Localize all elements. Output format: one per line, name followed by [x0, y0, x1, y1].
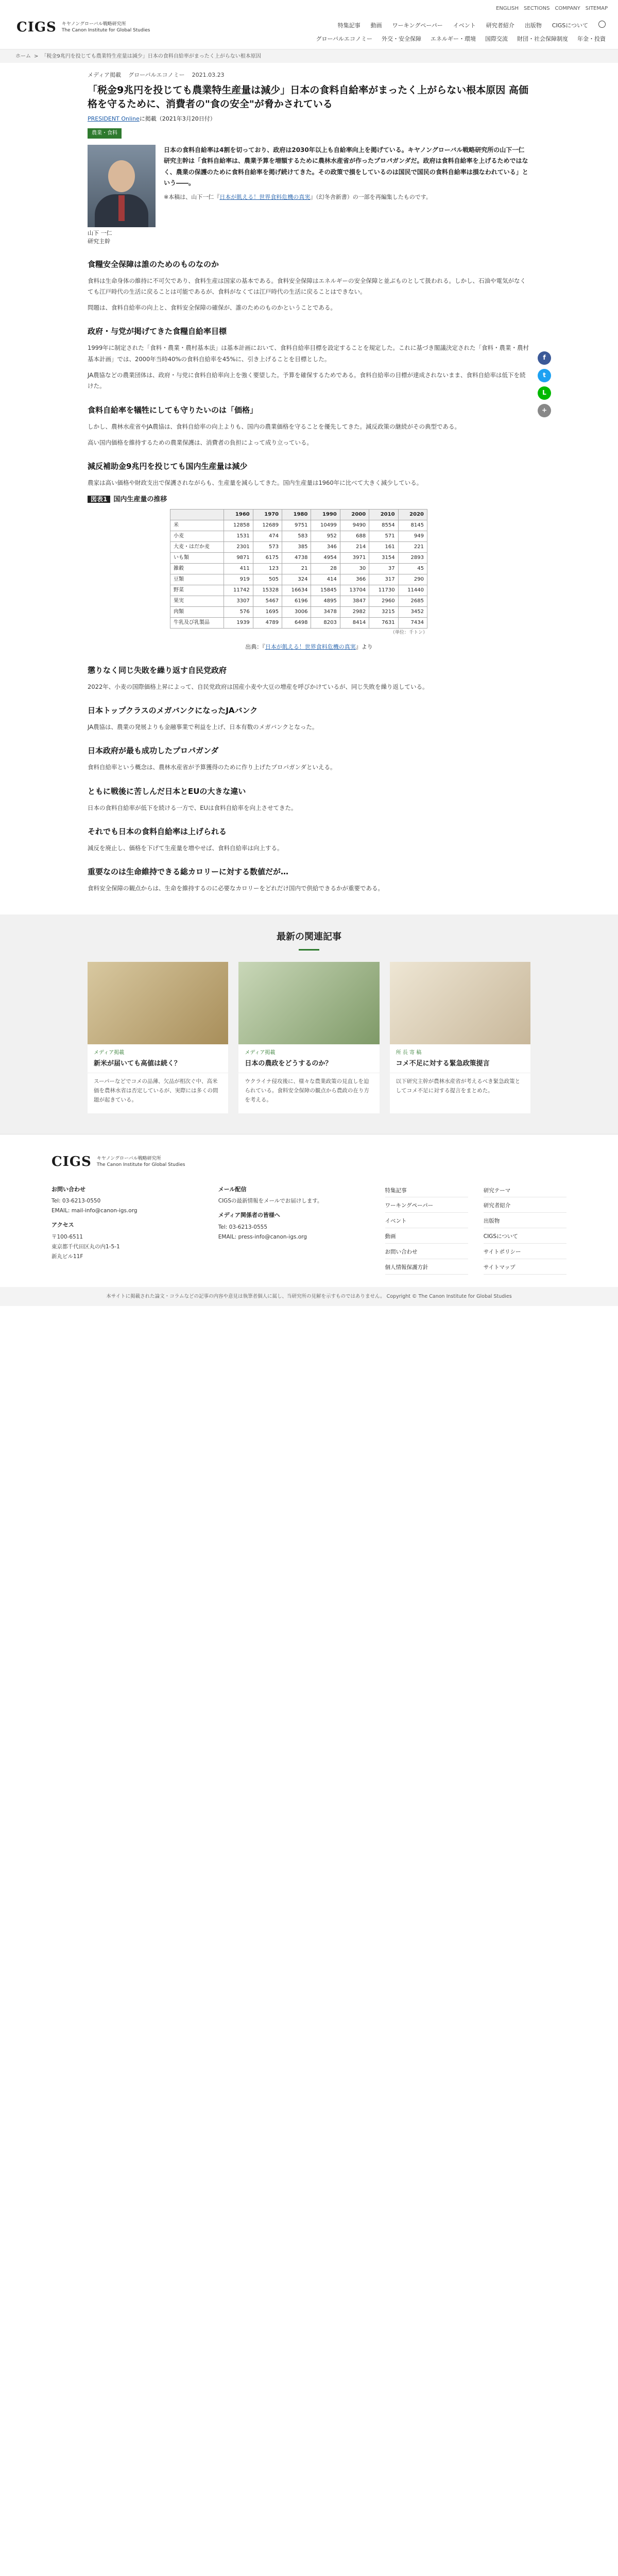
access-line: 新丸ビル11F — [52, 1253, 83, 1260]
topic-global-economy[interactable]: グローバルエコノミー — [316, 36, 372, 42]
section-1 — [88, 258, 530, 314]
breadcrumb — [0, 49, 618, 63]
table-cell: 21 — [282, 563, 311, 574]
table-cell: 2301 — [224, 541, 253, 552]
related-articles — [0, 914, 618, 1133]
table-cell: 346 — [311, 541, 340, 552]
nav-events[interactable]: イベント — [453, 22, 476, 29]
section-heading: 食糧安全保障は誰のためのものなのか — [88, 259, 219, 269]
note-prefix: ※本稿は、山下一仁『 — [164, 194, 220, 201]
section-heading: ともに戦後に苦しんだ日本とEUの大きな違い — [88, 786, 246, 796]
table-cell: 13704 — [340, 585, 369, 596]
table-cell: 11440 — [398, 585, 427, 596]
access-line: 〒100-6511 — [52, 1233, 83, 1240]
table-cell: 411 — [224, 563, 253, 574]
related-heading: 最新の関連記事 — [277, 931, 341, 943]
table-cell: 123 — [253, 563, 282, 574]
nav-about[interactable]: CIGSについて — [552, 22, 588, 29]
production-table — [170, 509, 427, 629]
paragraph: しかし、農林水産省やJA農協は、食料自給率の向上よりも、国内の農業価格を守ることを優先してきた。減反政策の継続がその典型である。 — [88, 422, 461, 430]
line-share-icon[interactable]: L — [538, 386, 551, 400]
table-cell: 583 — [282, 531, 311, 541]
table-cell: 214 — [340, 541, 369, 552]
table-cell: 4738 — [282, 552, 311, 563]
table-row-label: 雑穀 — [170, 563, 224, 574]
article-series: グローバルエコノミー — [128, 72, 185, 78]
article-note — [164, 192, 530, 202]
page-title: 「税金9兆円を投じても農業特生産量は減少」日本の食料自給率がまったく上がらない根本原因 高価格を守るために、消費者の"食の安全"が脅かされている — [88, 84, 528, 110]
section-heading: 食料自給率を犠牲にしても守りたいのは「価格」 — [88, 405, 258, 415]
table-cell: 8145 — [398, 520, 427, 531]
table-cell: 8414 — [340, 617, 369, 628]
section-4 — [88, 460, 530, 652]
access-line: 東京都千代田区丸の内1-5-1 — [52, 1243, 120, 1250]
table-cell: 414 — [311, 574, 340, 585]
caption-suffix: 』より — [355, 643, 373, 650]
table-cell: 3154 — [369, 552, 398, 563]
article-source — [88, 114, 530, 124]
card-text: ウクライナ侵攻後に、様々な農業政策の見直しを迫られている。食料安全保障の観点から農政の在り方を考える。 — [245, 1078, 369, 1103]
table-cell: 16634 — [282, 585, 311, 596]
table-cell: 11742 — [224, 585, 253, 596]
logo-mark: CIGS — [16, 20, 57, 35]
table-cell: 10499 — [311, 520, 340, 531]
more-share-icon[interactable]: + — [538, 404, 551, 417]
footer-links — [385, 1184, 567, 1275]
table-cell: 366 — [340, 574, 369, 585]
paragraph: 食料は生命身体の維持に不可欠であり、食料生産は国家の基本である。食料安全保障はエネルギーの安全保障と並ぶものとして扱われる。しかし、石油や電気がなくても江戸時代の生活に戻ることは可能であるが、食料がなくては江戸時代の生活に戻ることはできない。 — [88, 277, 526, 295]
table-cell: 9490 — [340, 520, 369, 531]
table-corner — [170, 509, 224, 520]
breadcrumb-sep: > — [34, 54, 39, 59]
related-underline — [299, 949, 319, 951]
section-heading: 日本トップクラスのメガバンクになったJAバンク — [88, 705, 258, 715]
section-8 — [88, 785, 530, 814]
footer-link[interactable]: CIGSについて — [484, 1230, 566, 1244]
top-link-company[interactable]: COMPANY — [555, 6, 580, 11]
table-cell: 4895 — [311, 596, 340, 606]
card-image — [88, 962, 228, 1044]
table-year-header: 1990 — [311, 509, 340, 520]
footer-logo-text — [97, 1156, 185, 1168]
author-photo-tie — [118, 195, 125, 221]
card-text: 以下研究主幹が農林水産省が考えるべき緊急政策としてコメ不足に対する提言をまとめた。 — [396, 1078, 521, 1094]
table-row — [170, 563, 427, 574]
table-row-label: いも類 — [170, 552, 224, 563]
search-icon[interactable] — [598, 21, 606, 28]
footer-link[interactable]: サイトポリシー — [484, 1246, 566, 1259]
footer-link[interactable]: ワーキングペーパー — [385, 1199, 468, 1213]
nav-features[interactable]: 特集記事 — [337, 22, 360, 29]
footer-logo-name-en: The Canon Institute for Global Studies — [96, 1162, 185, 1168]
paragraph: 減反を廃止し、価格を下げて生産量を増やせば、食料自給率は向上する。 — [88, 844, 283, 852]
table-cell: 3847 — [340, 596, 369, 606]
card-tag: メディア掲載 — [245, 1049, 276, 1056]
card-text: スーパーなどでコメの品薄、欠品が相次ぐ中、高米価を農林水省は否定しているが、実際には多くの問題が起きている。 — [94, 1078, 218, 1103]
table-year-header: 2000 — [340, 509, 369, 520]
paragraph: JA農協などの農業団体は、政府・与党に食料自給率向上を強く要望した。予算を確保するためである。食料自給率の目標が達成されないまま、食料自給率は低下を続けた。 — [88, 371, 526, 390]
source-suffix: に掲載（2021年3月20日付） — [139, 115, 216, 122]
contact-heading: お問い合わせ — [52, 1185, 85, 1193]
footer-link[interactable]: イベント — [385, 1215, 468, 1228]
footer-link[interactable]: お問い合わせ — [385, 1246, 468, 1259]
table-row — [170, 541, 427, 552]
table-cell: 15328 — [253, 585, 282, 596]
note-book-link[interactable]: 日本が飢える！世界食料危機の真実 — [219, 194, 311, 201]
footer-link[interactable]: 研究テーマ — [484, 1184, 566, 1198]
top-link-sitemap[interactable]: SITEMAP — [585, 6, 608, 11]
paragraph: 2022年、小麦の国際価格上昇によって、自民党政府は国産小麦や大豆の増産を呼びかけているが、同じ失敗を繰り返している。 — [88, 683, 428, 690]
section-heading: 政府・与党が掲げてきた食糧自給率目標 — [88, 327, 227, 336]
table-cell: 505 — [253, 574, 282, 585]
caption-prefix: 出典：『 — [245, 643, 265, 650]
intro-text — [164, 145, 530, 246]
footer-link[interactable]: 個人情報保護方針 — [385, 1261, 468, 1275]
twitter-share-icon[interactable]: t — [538, 369, 551, 382]
article-category: メディア掲載 — [88, 72, 122, 78]
source-link[interactable]: PRESIDENT Online — [88, 115, 140, 122]
top-links — [496, 4, 608, 13]
table-cell: 3307 — [224, 596, 253, 606]
table-row-label: 小麦 — [170, 531, 224, 541]
table-row-label: 果実 — [170, 596, 224, 606]
table-year-header: 1980 — [282, 509, 311, 520]
table-year-header: 1970 — [253, 509, 282, 520]
logo-text — [62, 21, 150, 34]
table-cell: 919 — [224, 574, 253, 585]
article-intro — [88, 145, 530, 246]
table-cell: 37 — [369, 563, 398, 574]
footer-link[interactable]: 出版物 — [484, 1215, 566, 1228]
author-photo-face — [108, 160, 135, 192]
footer-mail — [218, 1184, 370, 1275]
table-row-label: 肉類 — [170, 606, 224, 617]
footer-link[interactable]: 動画 — [385, 1230, 468, 1244]
table-cell: 6196 — [282, 596, 311, 606]
footer-link[interactable]: サイトマップ — [484, 1261, 566, 1275]
author-photo — [88, 145, 156, 227]
table-year-header: 2020 — [398, 509, 427, 520]
table-cell: 11730 — [369, 585, 398, 596]
mail-line: CIGSの最新情報をメールでお届けします。 — [218, 1198, 323, 1205]
table-cell: 1695 — [253, 606, 282, 617]
table-row-label: 野菜 — [170, 585, 224, 596]
footer-logo-name-jp: キヤノングローバル戦略研究所 — [96, 1156, 161, 1161]
footer-link[interactable]: 特集記事 — [385, 1184, 468, 1198]
article-meta — [88, 70, 530, 80]
table-row — [170, 552, 427, 563]
table-row — [170, 617, 427, 628]
author-box — [88, 145, 156, 246]
table-cell: 3006 — [282, 606, 311, 617]
paragraph: 農家は高い価格や財政支出で保護されながらも、生産量を減らしてきた。国内生産量は1960年に比べて大きく減少している。 — [88, 479, 423, 487]
production-figure — [88, 494, 530, 637]
section-heading: 重要なのは生命維持できる総カロリーに対する数値だが… — [88, 867, 289, 877]
paragraph: 問題は、食料自給率の向上と、食料安全保障の確保が、誰のためのものかということである。 — [88, 304, 336, 312]
section-10 — [88, 865, 530, 894]
table-cell: 45 — [398, 563, 427, 574]
section-heading: 減反補助金9兆円を投じても国内生産量は減少 — [88, 462, 248, 471]
table-body — [170, 520, 427, 628]
caption-book-link[interactable]: 日本が飢える！世界食料危機の真実 — [265, 643, 356, 650]
related-card[interactable] — [88, 962, 228, 1113]
table-cell: 576 — [224, 606, 253, 617]
table-cell: 317 — [369, 574, 398, 585]
table-row-label: 大麦・はだか麦 — [170, 541, 224, 552]
facebook-share-icon[interactable]: f — [538, 351, 551, 365]
section-heading: 懲りなく同じ失敗を繰り返す自民党政府 — [88, 665, 227, 675]
footer-columns — [52, 1184, 566, 1275]
related-card[interactable] — [238, 962, 379, 1113]
paragraph: 日本の食料自給率が低下を続ける一方で、EUは食料自給率を向上させてきた。 — [88, 804, 297, 811]
table-cell: 4954 — [311, 552, 340, 563]
table-row-label: 米 — [170, 520, 224, 531]
table-cell: 7434 — [398, 617, 427, 628]
topic-international[interactable]: 国際交流 — [485, 36, 508, 42]
media-email[interactable]: EMAIL: press-info@canon-igs.org — [218, 1233, 307, 1240]
table-cell: 12858 — [224, 520, 253, 531]
topic-nav — [316, 34, 606, 44]
nav-videos[interactable]: 動画 — [370, 22, 382, 29]
paragraph: 1999年に制定された「食料・農業・農村基本法」は基本計画において、食料自給率目標を設定することを規定した。これに基づき閣議決定された「食料・農業・農村基本計画」では、2000年当時40%の食料自給率を45%に、引き上げることを目標とした。 — [88, 344, 529, 363]
top-link-english[interactable]: ENGLISH — [496, 6, 519, 11]
site-logo[interactable] — [16, 15, 150, 40]
card-tag: メディア掲載 — [94, 1049, 125, 1056]
main-nav — [338, 21, 606, 31]
logo-name-jp: キヤノングローバル戦略研究所 — [61, 21, 126, 27]
copyright: 本サイトに掲載された論文・コラムなどの記事の内容や意見は執筆者個人に属し、当研究所の見解を示すものではありません。 Copyright © The Canon Institute for Global Studies — [0, 1287, 618, 1306]
table-cell: 28 — [311, 563, 340, 574]
table-cell: 12689 — [253, 520, 282, 531]
paragraph: 食料自給率という概念は、農林水産省が予算獲得のために作り上げたプロパガンダといえる。 — [88, 764, 336, 771]
table-cell: 30 — [340, 563, 369, 574]
table-cell: 8554 — [369, 520, 398, 531]
access-heading: アクセス — [52, 1222, 74, 1229]
table-cell: 8203 — [311, 617, 340, 628]
card-tag: 所 長 寄 稿 — [396, 1049, 422, 1056]
nav-working-papers[interactable]: ワーキングペーパー — [392, 22, 443, 29]
footer-logo[interactable] — [52, 1150, 566, 1174]
card-image — [390, 962, 530, 1044]
site-header — [0, 0, 618, 49]
breadcrumb-current: 「税金9兆円を投じても農業特生産量は減少」日本の食料自給率がまったく上がらない根本原因 — [41, 54, 261, 59]
section-5 — [88, 664, 530, 692]
section-6 — [88, 704, 530, 733]
article-date: 2021.03.23 — [192, 72, 225, 78]
table-cell: 2685 — [398, 596, 427, 606]
table-year-header: 2010 — [369, 509, 398, 520]
table-cell: 9871 — [224, 552, 253, 563]
author-name-block — [88, 229, 156, 246]
table-cell: 2960 — [369, 596, 398, 606]
table-row — [170, 606, 427, 617]
table-row — [170, 574, 427, 585]
nav-publications[interactable]: 出版物 — [524, 22, 542, 29]
table-cell: 9751 — [282, 520, 311, 531]
table-cell: 474 — [253, 531, 282, 541]
footer-logo-mark: CIGS — [52, 1154, 92, 1170]
table-cell: 952 — [311, 531, 340, 541]
table-cell: 573 — [253, 541, 282, 552]
table-cell: 7631 — [369, 617, 398, 628]
section-heading: 日本政府が最も成功したプロパガンダ — [88, 746, 219, 756]
table-cell: 3215 — [369, 606, 398, 617]
related-cards — [88, 962, 530, 1113]
paragraph: JA農協は、農業の発展よりも金融事業で利益を上げ、日本有数のメガバンクとなった。 — [88, 723, 318, 731]
topic-energy[interactable]: エネルギー・環境 — [431, 36, 476, 42]
section-9 — [88, 825, 530, 854]
logo-name-en: The Canon Institute for Global Studies — [61, 28, 150, 33]
table-year-header: 1960 — [224, 509, 253, 520]
paragraph: 高い国内価格を維持するための農業保護は、消費者の負担によって成り立っている。 — [88, 438, 313, 446]
card-title: 新米が届いても高値は続く？ — [88, 1058, 228, 1074]
media-heading: メディア関係者の皆様へ — [218, 1212, 280, 1219]
table-cell: 1939 — [224, 617, 253, 628]
nav-researchers[interactable]: 研究者紹介 — [486, 22, 514, 29]
figure-label: 図表1 — [88, 496, 110, 503]
table-cell: 6175 — [253, 552, 282, 563]
topic-diplomacy[interactable]: 外交・安全保障 — [382, 36, 421, 42]
table-cell: 1531 — [224, 531, 253, 541]
footer-link[interactable]: 研究者紹介 — [484, 1199, 566, 1213]
table-unit: （単位：千トン） — [390, 630, 427, 635]
table-cell: 3452 — [398, 606, 427, 617]
table-cell: 324 — [282, 574, 311, 585]
author-name[interactable]: 山下 一仁 — [88, 229, 112, 236]
table-cell: 4789 — [253, 617, 282, 628]
section-2 — [88, 325, 530, 392]
topic-pension[interactable]: 年金・投資 — [577, 36, 606, 42]
article — [88, 63, 547, 894]
table-cell: 949 — [398, 531, 427, 541]
share-buttons — [538, 351, 551, 417]
table-row — [170, 531, 427, 541]
top-link-sections[interactable]: SECTIONS — [524, 6, 550, 11]
section-3 — [88, 403, 530, 449]
mail-heading[interactable]: メール配信 — [218, 1185, 247, 1193]
table-cell: 221 — [398, 541, 427, 552]
section-7 — [88, 744, 530, 773]
article-lead: 日本の食料自給率は4割を切っており、政府は2030年以上も自給率向上を掲げている。キヤノングローバル戦略研究所の山下一仁研究主幹は「食料自給率は、農業予算を増額するために農林水産省が作ったプロパガンダだ。政府は食料自給率を上げるためではなく、農業の保護のために食料自給率を掲げ続けてきた。その政策で損をしているのは国民で国民の食料自給率は損なわれている」という――。 — [164, 146, 528, 187]
table-cell: 15845 — [311, 585, 340, 596]
table-row-label: 豆類 — [170, 574, 224, 585]
table-row — [170, 585, 427, 596]
paragraph: 食料安全保障の観点からは、生命を維持するのに必要なカロリーをどれだけ国内で供給できるかが重要である。 — [88, 885, 384, 892]
breadcrumb-home[interactable]: ホーム — [15, 54, 31, 59]
table-cell: 161 — [369, 541, 398, 552]
table-cell: 385 — [282, 541, 311, 552]
media-tel: Tel: 03-6213-0555 — [218, 1224, 268, 1231]
note-suffix: 』（幻冬舎新書）の一部を再編集したものです。 — [310, 194, 432, 201]
topic-tag[interactable]: 農業・食料 — [88, 128, 122, 139]
table-cell: 6498 — [282, 617, 311, 628]
table-cell: 2893 — [398, 552, 427, 563]
card-title: コメ不足に対する緊急政策提言 — [390, 1058, 530, 1074]
table-cell: 571 — [369, 531, 398, 541]
figure-caption — [88, 642, 530, 652]
footer-contact — [52, 1184, 203, 1275]
section-heading: それでも日本の食料自給率は上げられる — [88, 826, 227, 836]
table-row — [170, 520, 427, 531]
table-row-label: 牛乳及び乳製品 — [170, 617, 224, 628]
table-cell: 290 — [398, 574, 427, 585]
table-cell: 688 — [340, 531, 369, 541]
card-title: 日本の農政をどうするのか？ — [238, 1058, 379, 1074]
figure-title-text: 国内生産量の推移 — [113, 496, 167, 504]
card-image — [238, 962, 379, 1044]
related-card[interactable] — [390, 962, 530, 1113]
author-title: 研究主幹 — [88, 238, 110, 245]
table-header-row — [170, 509, 427, 520]
contact-email[interactable]: EMAIL: mail-info@canon-igs.org — [52, 1208, 138, 1214]
table-cell: 5467 — [253, 596, 282, 606]
figure-title — [88, 494, 530, 505]
contact-tel: Tel: 03-6213-0550 — [52, 1198, 101, 1205]
table-cell: 3971 — [340, 552, 369, 563]
table-cell: 2982 — [340, 606, 369, 617]
table-cell: 3478 — [311, 606, 340, 617]
topic-social-security[interactable]: 財団・社会保障制度 — [517, 36, 568, 42]
table-row — [170, 596, 427, 606]
site-footer — [0, 1134, 618, 1306]
